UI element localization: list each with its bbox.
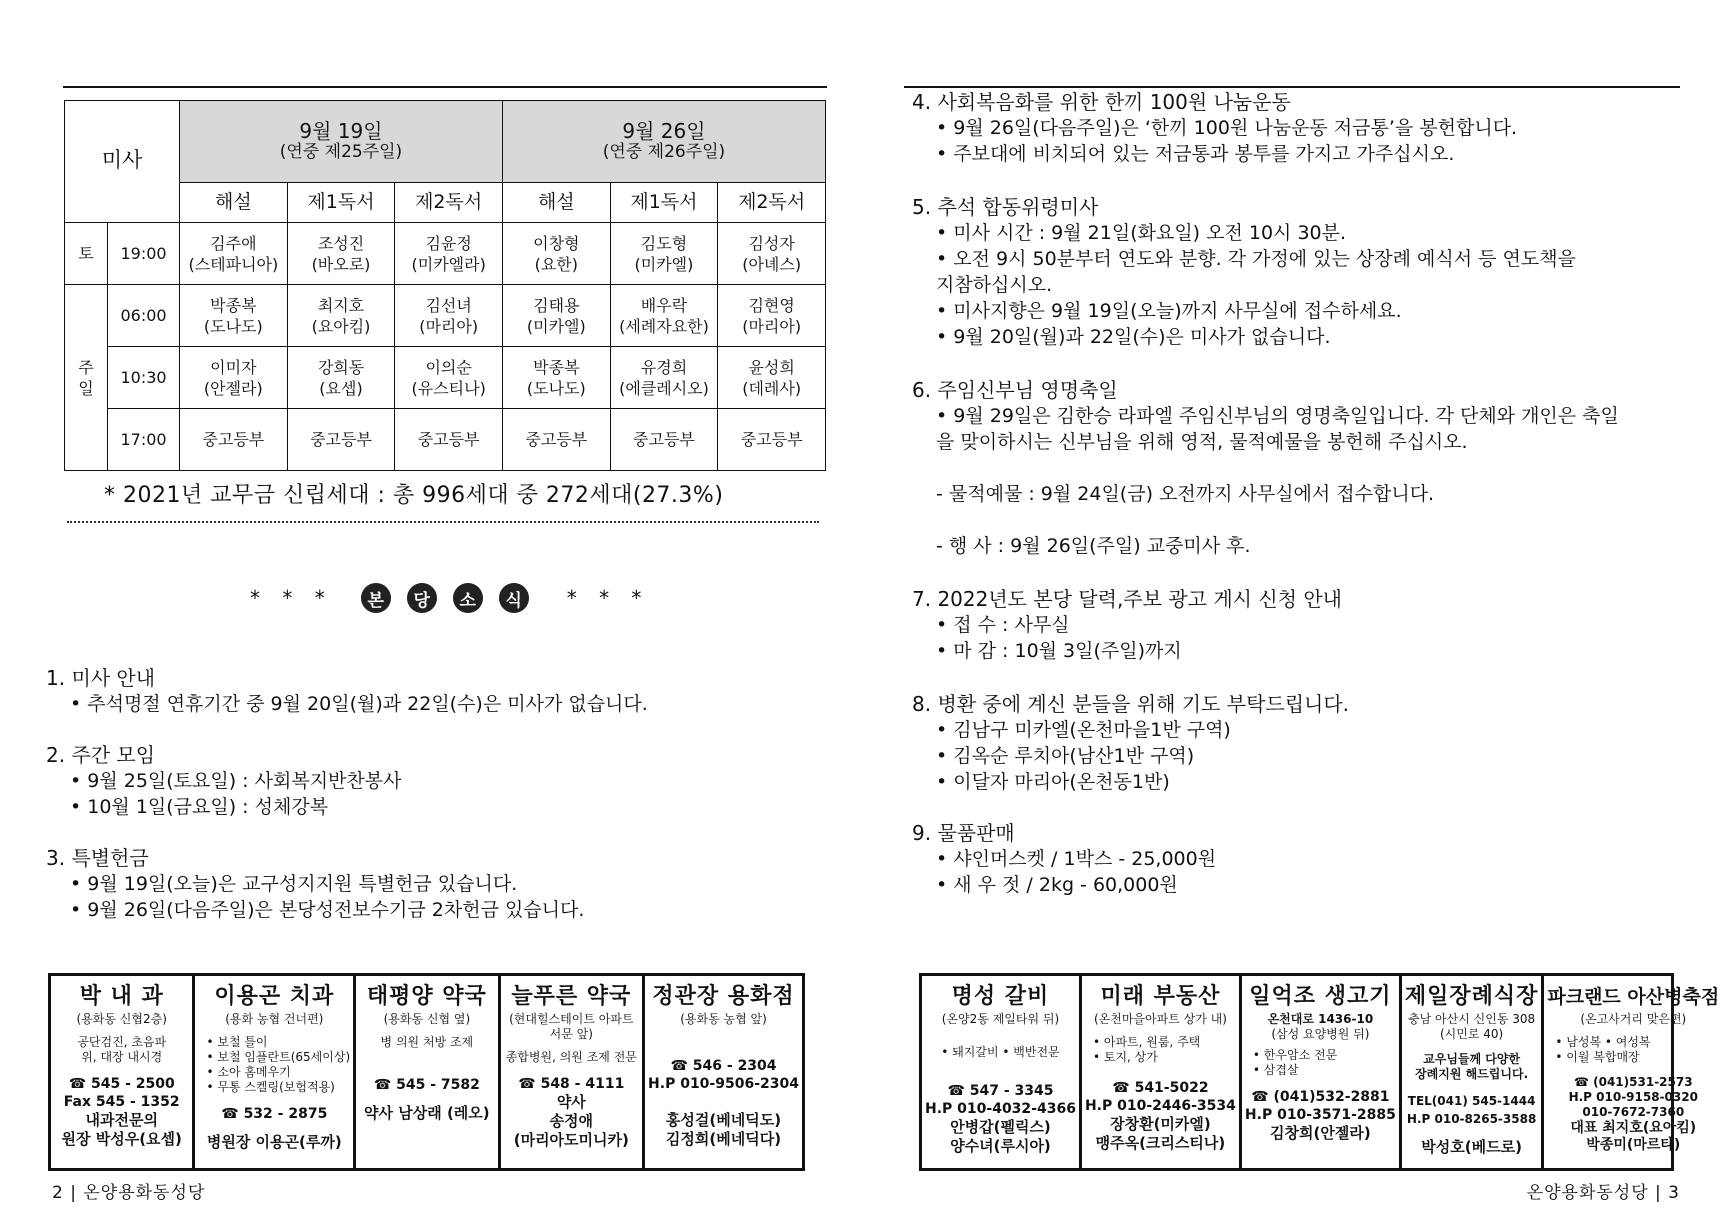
left-page xyxy=(0,0,860,1214)
name-cell: 유경희 (에클레시오) xyxy=(610,347,718,409)
notice-line: • 10월 1일(금요일) : 성체강복 xyxy=(70,796,329,818)
notice-line: • 샤인머스켓 / 1박스 - 25,000원 xyxy=(936,848,1217,870)
time-cell: 10:30 xyxy=(108,347,180,409)
name-cell: 중고등부 xyxy=(502,409,610,471)
notice-line: • 9월 19일(오늘)은 교구성지지원 특별헌금 있습니다. xyxy=(70,873,518,895)
name-cell: 김도형 (미카엘) xyxy=(610,223,718,285)
banner-char: 소 xyxy=(453,583,483,613)
time-cell: 17:00 xyxy=(108,409,180,471)
top-rule xyxy=(63,86,827,88)
ad-ginseng-store: 정관장 용화점 (용화동 농협 앞) ☎ 546 - 2304 H.P 010-9506-2304 홍성걸(베네딕도) 김정희(베네딕다) xyxy=(648,984,799,1148)
table-row xyxy=(65,347,826,409)
day-label: 토 xyxy=(65,223,108,285)
name-cell: 중고등부 xyxy=(287,409,395,471)
name-cell: 이의순 (유스티나) xyxy=(395,347,503,409)
section-title: 5. 추석 합동위령미사 xyxy=(912,195,1099,219)
notice-line: • 오전 9시 50분부터 연도와 분향. 각 가정에 있는 상장례 예식서 등 연도책을 xyxy=(936,248,1576,270)
name-cell: 중고등부 xyxy=(610,409,718,471)
role-header: 제2독서 xyxy=(395,183,503,223)
dotted-divider xyxy=(67,521,819,523)
page-footer: 온양용화동성당 | 3 xyxy=(1526,1183,1680,1203)
page-footer: 2 | 온양용화동성당 xyxy=(52,1183,206,1203)
stars-decoration: * * * xyxy=(566,586,650,610)
notice-line: • 김옥순 루치아(남산1반 구역) xyxy=(936,745,1195,767)
ads-strip xyxy=(919,973,1720,1171)
date-header-1: 9월 19일 (연중 제25주일) xyxy=(180,101,503,183)
table-corner: 미사 xyxy=(65,101,180,223)
notice-line: • 9월 29일은 김한승 라파엘 주임신부님의 영명축일입니다. 각 단체와 개인은 축일 xyxy=(936,405,1619,427)
notice-line xyxy=(912,455,1619,481)
role-header: 제1독서 xyxy=(287,183,395,223)
ad-green-pharmacy: 늘푸른 약국 (현대힐스테이트 아파트 서문 앞) 종합병원, 의원 조제 전문 ☎ 548 - 4111 약사 송정애 (마리아도미니카) xyxy=(501,976,645,1168)
banner-char: 식 xyxy=(499,583,529,613)
time-cell: 19:00 xyxy=(108,223,180,285)
mass-schedule-table xyxy=(64,100,826,471)
ad-real-estate: 미래 부동산 (온천마을아파트 상가 내) • 아파트, 원룸, 주택 • 토지, 상가 ☎ 541-5022 H.P 010-2446-3534 장창환(미카엘) 맹주옥(크리스티나) xyxy=(1082,976,1242,1168)
name-cell: 배우락 (세례자요한) xyxy=(610,285,718,347)
top-rule xyxy=(904,86,1680,88)
name-cell: 김주애 (스테파니아) xyxy=(180,223,288,285)
notice-line: • 새 우 젓 / 2kg - 60,000원 xyxy=(936,874,1178,896)
section-title: 2. 주간 모임 xyxy=(46,743,156,767)
banner-char: 당 xyxy=(407,583,437,613)
day-label: 주 일 xyxy=(65,285,108,471)
notice-section-1 xyxy=(46,665,648,717)
name-cell: 김성자 (아녜스) xyxy=(718,223,826,285)
notice-section-8 xyxy=(912,691,1349,795)
notice-line: • 추석명절 연휴기간 중 9월 20일(월)과 22일(수)은 미사가 없습니다. xyxy=(70,693,648,715)
notice-section-5 xyxy=(912,194,1576,350)
notice-section-9 xyxy=(912,820,1216,898)
name-cell: 박종복 (도나도) xyxy=(180,285,288,347)
notice-line: • 마 감 : 10월 3일(주일)까지 xyxy=(936,640,1182,662)
notice-line: • 9월 20일(월)과 22일(수)은 미사가 없습니다. xyxy=(936,326,1331,348)
notice-line: • 미사 시간 : 9월 21일(화요일) 오전 10시 30분. xyxy=(936,222,1347,244)
section-title: 6. 주임신부님 영명축일 xyxy=(912,378,1118,402)
name-cell: 조성진 (바오로) xyxy=(287,223,395,285)
table-row xyxy=(65,409,826,471)
notice-line xyxy=(912,507,1619,533)
notice-line: 지참하십시오. xyxy=(936,274,1053,296)
ad-parkland-store: 파크랜드 아산병축점 (온고사거리 맞은편) • 남성복 • 여성복 • 이월 복합매장 ☎ (041)531-2573 H.P 010-9158-0320 010-7672-7360 대표 최지호(요아킴) 박종미(마르타) xyxy=(1547,986,1720,1153)
section-title: 1. 미사 안내 xyxy=(46,666,156,690)
date-header-2: 9월 26일 (연중 제26주일) xyxy=(502,101,825,183)
ad-park-clinic: 박 내 과 (용화동 신협2층) 공단검진, 초음파 위, 대장 내시경 ☎ 545 - 2500 Fax 545 - 1352 내과전문의 원장 박성우(요셉) xyxy=(51,976,195,1168)
section-title: 9. 물품판매 xyxy=(912,821,1015,845)
ad-galbi-restaurant: 명성 갈비 (온양2동 제일타워 뒤) • 돼지갈비 • 백반전문 ☎ 547 - 3345 H.P 010-4032-4366 안병갑(펠릭스) 양수녀(루시아) xyxy=(922,976,1082,1168)
notice-section-4 xyxy=(912,89,1517,167)
role-header: 해설 xyxy=(180,183,288,223)
notice-line: • 김남구 미카엘(온천마을1반 구역) xyxy=(936,719,1231,741)
parish-news-banner xyxy=(250,583,649,613)
section-title: 4. 사회복음화를 위한 한끼 100원 나눔운동 xyxy=(912,90,1291,114)
notice-line: • 주보대에 비치되어 있는 저금통과 봉투를 가지고 가주십시오. xyxy=(936,143,1455,165)
notice-section-6 xyxy=(912,377,1619,559)
pledge-statistic: * 2021년 교무금 신립세대 : 총 996세대 중 272세대(27.3%) xyxy=(104,483,724,508)
name-cell: 최지호 (요아킴) xyxy=(287,285,395,347)
notice-line: • 9월 26일(다음주일)은 본당성전보수기금 2차헌금 있습니다. xyxy=(70,899,585,921)
role-header: 해설 xyxy=(502,183,610,223)
name-cell: 김태용 (미카엘) xyxy=(502,285,610,347)
role-header: 제2독서 xyxy=(718,183,826,223)
notice-line: • 이달자 마리아(온천동1반) xyxy=(936,771,1170,793)
section-title: 8. 병환 중에 계신 분들을 위해 기도 부탁드립니다. xyxy=(912,692,1350,716)
name-cell: 중고등부 xyxy=(395,409,503,471)
name-cell: 중고등부 xyxy=(718,409,826,471)
right-page xyxy=(860,0,1720,1214)
name-cell: 중고등부 xyxy=(180,409,288,471)
section-title: 7. 2022년도 본당 달력,주보 광고 게시 신청 안내 xyxy=(912,587,1342,611)
name-cell: 박종복 (도나도) xyxy=(502,347,610,409)
ad-butcher: 일억조 생고기 온천대로 1436-10 (삼성 요양병원 뒤) • 한우암소 전문 • 삼겹살 ☎ (041)532-2881 H.P 010-3571-2885 김창희(안젤라) xyxy=(1242,976,1402,1168)
table-row xyxy=(65,285,826,347)
notice-line: 을 맞이하시는 신부님을 위해 영적, 물적예물을 봉헌해 주십시오. xyxy=(936,431,1468,453)
notice-line: • 9월 25일(토요일) : 사회복지반찬봉사 xyxy=(70,770,402,792)
ad-dental: 이용곤 치과 (용화 농협 건너편) • 보철 틀이 • 보철 임플란트(65세이상) • 소아 홈메우기 • 무통 스켈링(보험적용) ☎ 532 - 2875 병원장 이용곤(루까) xyxy=(195,976,356,1168)
ads-strip xyxy=(48,973,805,1171)
section-title: 3. 특별헌금 xyxy=(46,846,149,870)
name-cell: 윤성희 (데레사) xyxy=(718,347,826,409)
banner-char: 본 xyxy=(361,583,391,613)
time-cell: 06:00 xyxy=(108,285,180,347)
name-cell: 김현영 (마리아) xyxy=(718,285,826,347)
notice-section-3 xyxy=(46,845,584,923)
ad-pacific-pharmacy: 태평양 약국 (용화동 신협 옆) 병 의원 처방 조제 ☎ 545 - 7582 약사 남상래 (레오) xyxy=(356,976,500,1168)
name-cell: 김선녀 (마리아) xyxy=(395,285,503,347)
notice-line: - 행 사 : 9월 26일(주일) 교중미사 후. xyxy=(936,535,1251,557)
notice-line: • 미사지향은 9월 19일(오늘)까지 사무실에 접수하세요. xyxy=(936,300,1402,322)
name-cell: 김윤정 (미카엘라) xyxy=(395,223,503,285)
notice-line: • 9월 26일(다음주일)은 ‘한끼 100원 나눔운동 저금통’을 봉헌합니다. xyxy=(936,117,1518,139)
name-cell: 이창형 (요한) xyxy=(502,223,610,285)
notice-line: - 물적예물 : 9월 24일(금) 오전까지 사무실에서 접수합니다. xyxy=(936,483,1435,505)
name-cell: 강희동 (요셉) xyxy=(287,347,395,409)
ad-funeral-home: 제일장례식장 충남 아산시 신인동 308 (시민로 40) 교우님들께 다양한 장례지원 해드립니다. TEL(041) 545-1444 H.P 010-8265-3588 박성호(베드로) xyxy=(1402,976,1545,1168)
notice-line: • 접 수 : 사무실 xyxy=(936,614,1070,636)
name-cell: 이미자 (안젤라) xyxy=(180,347,288,409)
stars-decoration: * * * xyxy=(250,586,333,610)
table-row xyxy=(65,223,826,285)
notice-section-2 xyxy=(46,742,401,820)
notice-section-7 xyxy=(912,586,1342,664)
role-header: 제1독서 xyxy=(610,183,718,223)
